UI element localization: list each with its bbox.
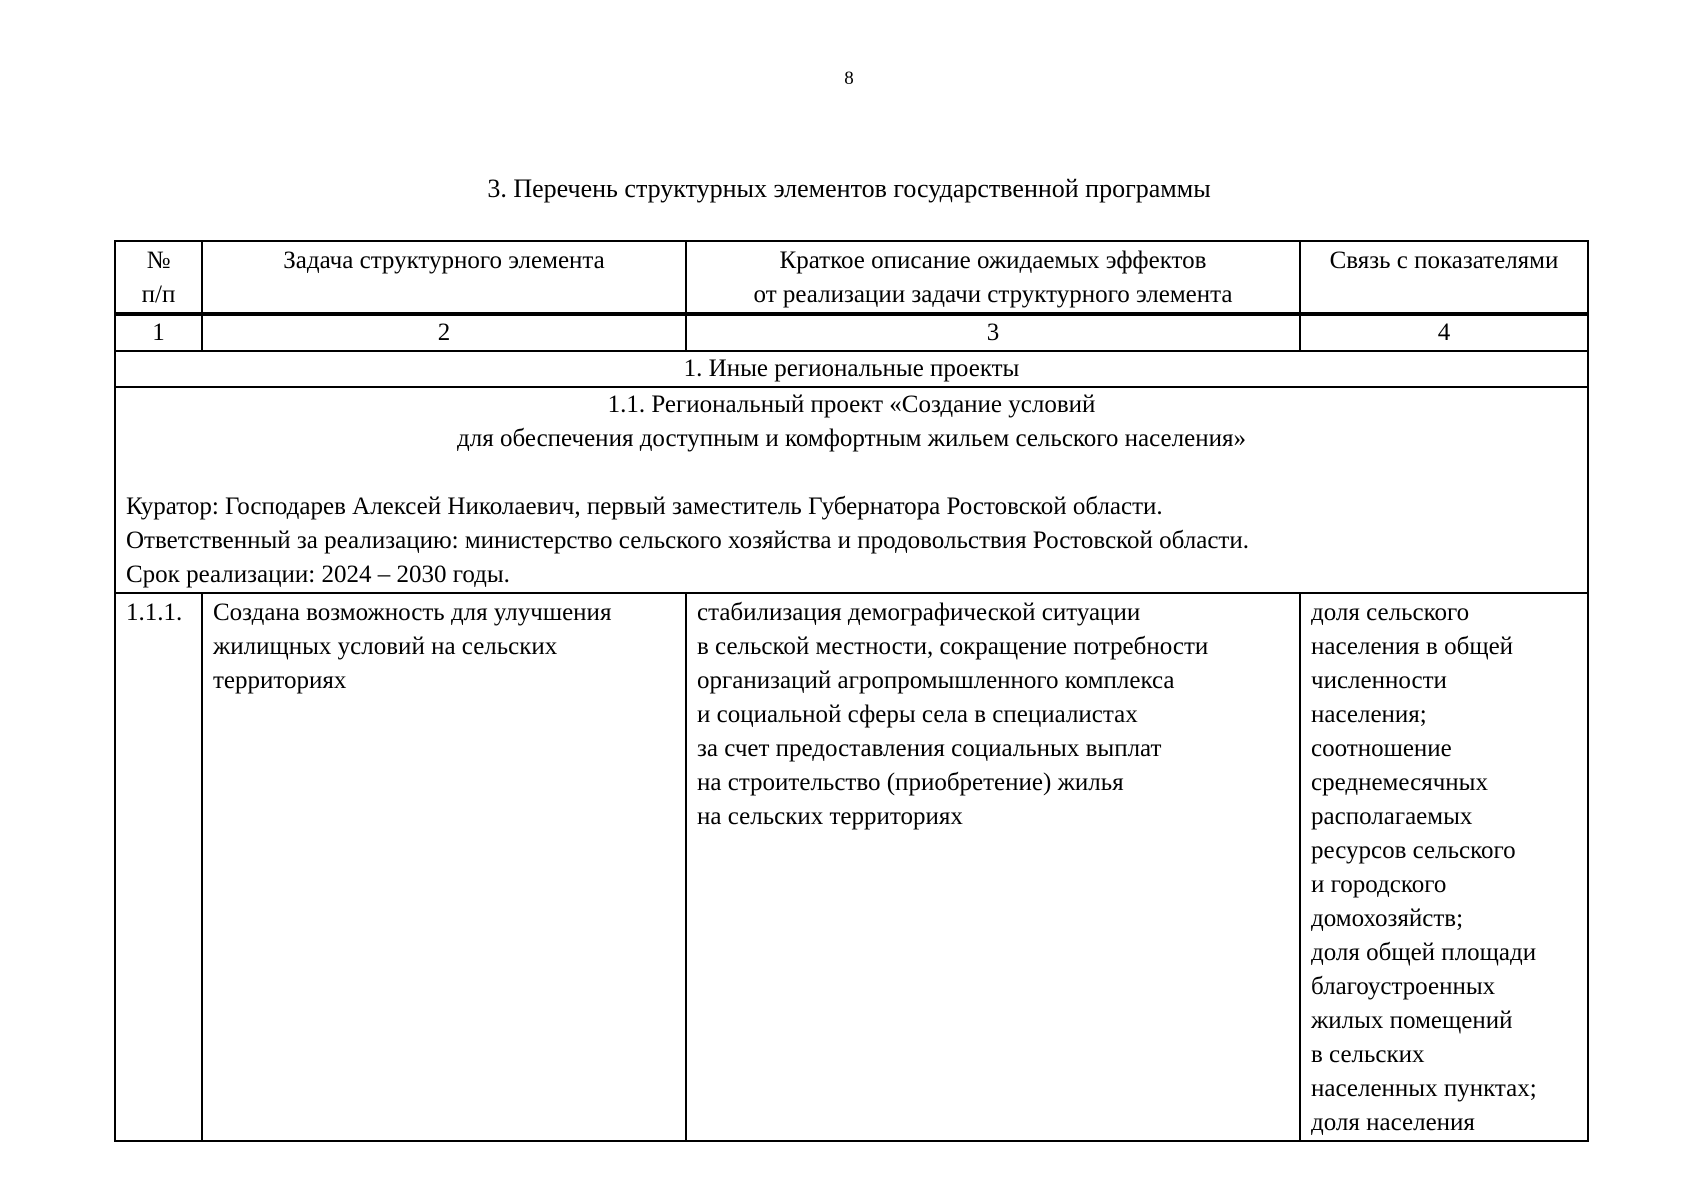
header-task: Задача структурного элемента: [202, 241, 686, 314]
structural-elements-table: [114, 240, 1589, 1142]
table-row: [115, 593, 1588, 1141]
column-number: 4: [1300, 314, 1588, 351]
row-task: Создана возможность для улучшения жилищных условий на сельских территориях: [202, 593, 686, 1141]
project-title-line-1: 1.1. Региональный проект «Создание условий: [607, 391, 1096, 418]
column-number: 1: [115, 314, 202, 351]
header-num: № п/п: [115, 241, 202, 314]
section-title: 3. Перечень структурных элементов государственной программы: [487, 174, 1211, 203]
table-header-row: [115, 241, 1588, 314]
page-number: 8: [844, 68, 854, 89]
group-title: 1. Иные региональные проекты: [115, 351, 1588, 387]
header-indicators: Связь с показателями: [1300, 241, 1588, 314]
project-cell: [115, 387, 1588, 593]
row-indicators: доля сельского населения в общей численности населения; соотношение среднемесячных располагаемых ресурсов сельского и городского домохозяйств; доля общей площади благоустроенных жилых помещений в сельских населенных пунктах; доля населения: [1300, 593, 1588, 1141]
project-row: [115, 387, 1588, 593]
project-responsible: Ответственный за реализацию: министерство сельского хозяйства и продовольствия Ростовской области.: [126, 527, 1249, 554]
project-spacer: [126, 456, 1577, 490]
header-effects: Краткое описание ожидаемых эффектов от реализации задачи структурного элемента: [686, 241, 1300, 314]
project-period: Срок реализации: 2024 – 2030 годы.: [126, 561, 510, 588]
column-number: 3: [686, 314, 1300, 351]
group-row: [115, 351, 1588, 387]
row-num: 1.1.1.: [115, 593, 202, 1141]
column-number: 2: [202, 314, 686, 351]
project-title-line-2: для обеспечения доступным и комфортным жильем сельского населения»: [457, 425, 1246, 452]
column-number-row: [115, 314, 1588, 351]
project-curator: Куратор: Господарев Алексей Николаевич, первый заместитель Губернатора Ростовской области.: [126, 493, 1163, 520]
row-effects: стабилизация демографической ситуации в сельской местности, сокращение потребности организаций агропромышленного комплекса и социальной сферы села в специалистах за счет предоставления социальных выплат на строительство (приобретение) жилья на сельских территориях: [686, 593, 1300, 1141]
